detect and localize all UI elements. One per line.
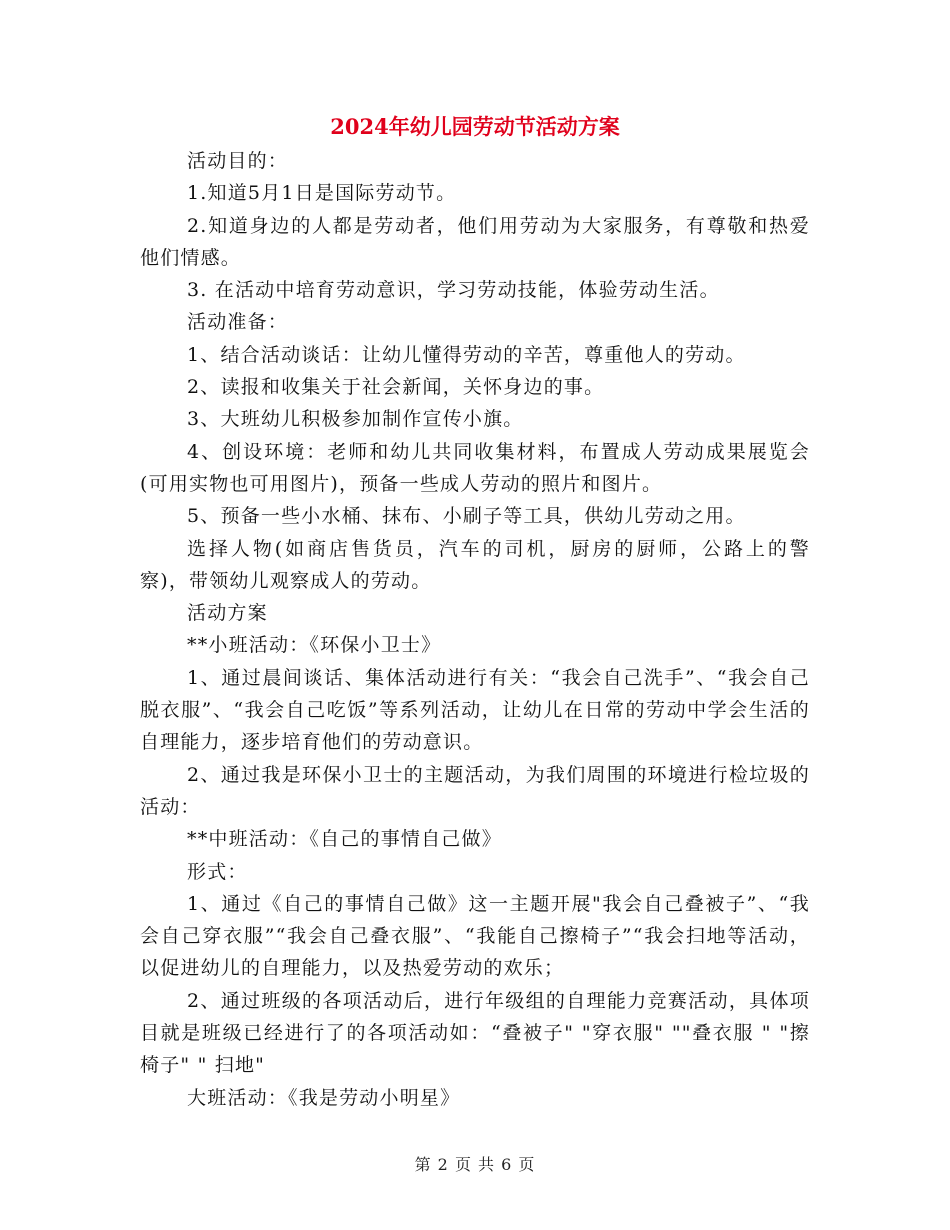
paragraph: 活动目的： [187, 150, 289, 172]
paragraph: 1、通过《自己的事情自己做》这一主题开展"我会自己叠被子”、“我会自己穿衣服”“我会自己叠衣服”、“我能自己擦椅子”“我会扫地等活动，以促进幼儿的自理能力，以及热爱劳动的欢乐； [140, 892, 810, 980]
document-title: 2024年幼儿园劳动节活动方案 [330, 114, 620, 139]
paragraph: 3. 在活动中培育劳动意识，学习劳动技能，体验劳动生活。 [187, 279, 720, 302]
paragraph: 1、结合活动谈话：让幼儿懂得劳动的辛苦，尊重他人的劳动。 [187, 343, 746, 366]
paragraph: 4、创设环境：老师和幼儿共同收集材料，布置成人劳动成果展览会(可用实物也可用图片)，预备一些成人劳动的照片和图片。 [140, 440, 810, 495]
paragraph: 大班活动：《我是劳动小明星》 [187, 1086, 461, 1109]
paragraph: 5、预备一些小水桶、抹布、小刷子等工具，供幼儿劳动之用。 [187, 505, 746, 528]
paragraph: 形式： [187, 860, 248, 883]
paragraph: 2、读报和收集关于社会新闻，关怀身边的事。 [187, 376, 605, 399]
paragraph: 3、大班幼儿积极参加制作宣传小旗。 [187, 408, 524, 431]
paragraph: 2、通过班级的各项活动后，进行年级组的自理能力竞赛活动，具体项目就是班级已经进行了的各项活动如：“叠被子" "穿衣服" ""叠衣服 " "擦椅子" " 扫地" [140, 989, 810, 1077]
paragraph: 2、通过我是环保小卫士的主题活动，为我们周围的环境进行检垃圾的活动： [140, 763, 810, 818]
paragraph: **小班活动：《环保小卫士》 [187, 634, 442, 657]
page-number: 第 2 页 共 6 页 [414, 1155, 536, 1174]
paragraph: **中班活动：《自己的事情自己做》 [187, 828, 502, 851]
paragraph: 选择人物(如商店售货员，汽车的司机，厨房的厨师，公路上的警察)，带领幼儿观察成人的劳动。 [140, 537, 810, 592]
document-body [140, 145, 810, 1114]
paragraph: 1、通过晨间谈话、集体活动进行有关：“我会自己洗手”、“我会自己脱衣服”、“我会自己吃饭”等系列活动，让幼儿在日常的劳动中学会生活的自理能力，逐步培育他们的劳动意识。 [140, 666, 810, 754]
paragraph: 2.知道身边的人都是劳动者，他们用劳动为大家服务，有尊敬和热爱他们情感。 [140, 214, 810, 269]
paragraph: 活动准备： [187, 311, 289, 334]
paragraph: 1.知道5月1日是国际劳动节。 [187, 182, 457, 205]
paragraph: 活动方案 [187, 602, 268, 625]
